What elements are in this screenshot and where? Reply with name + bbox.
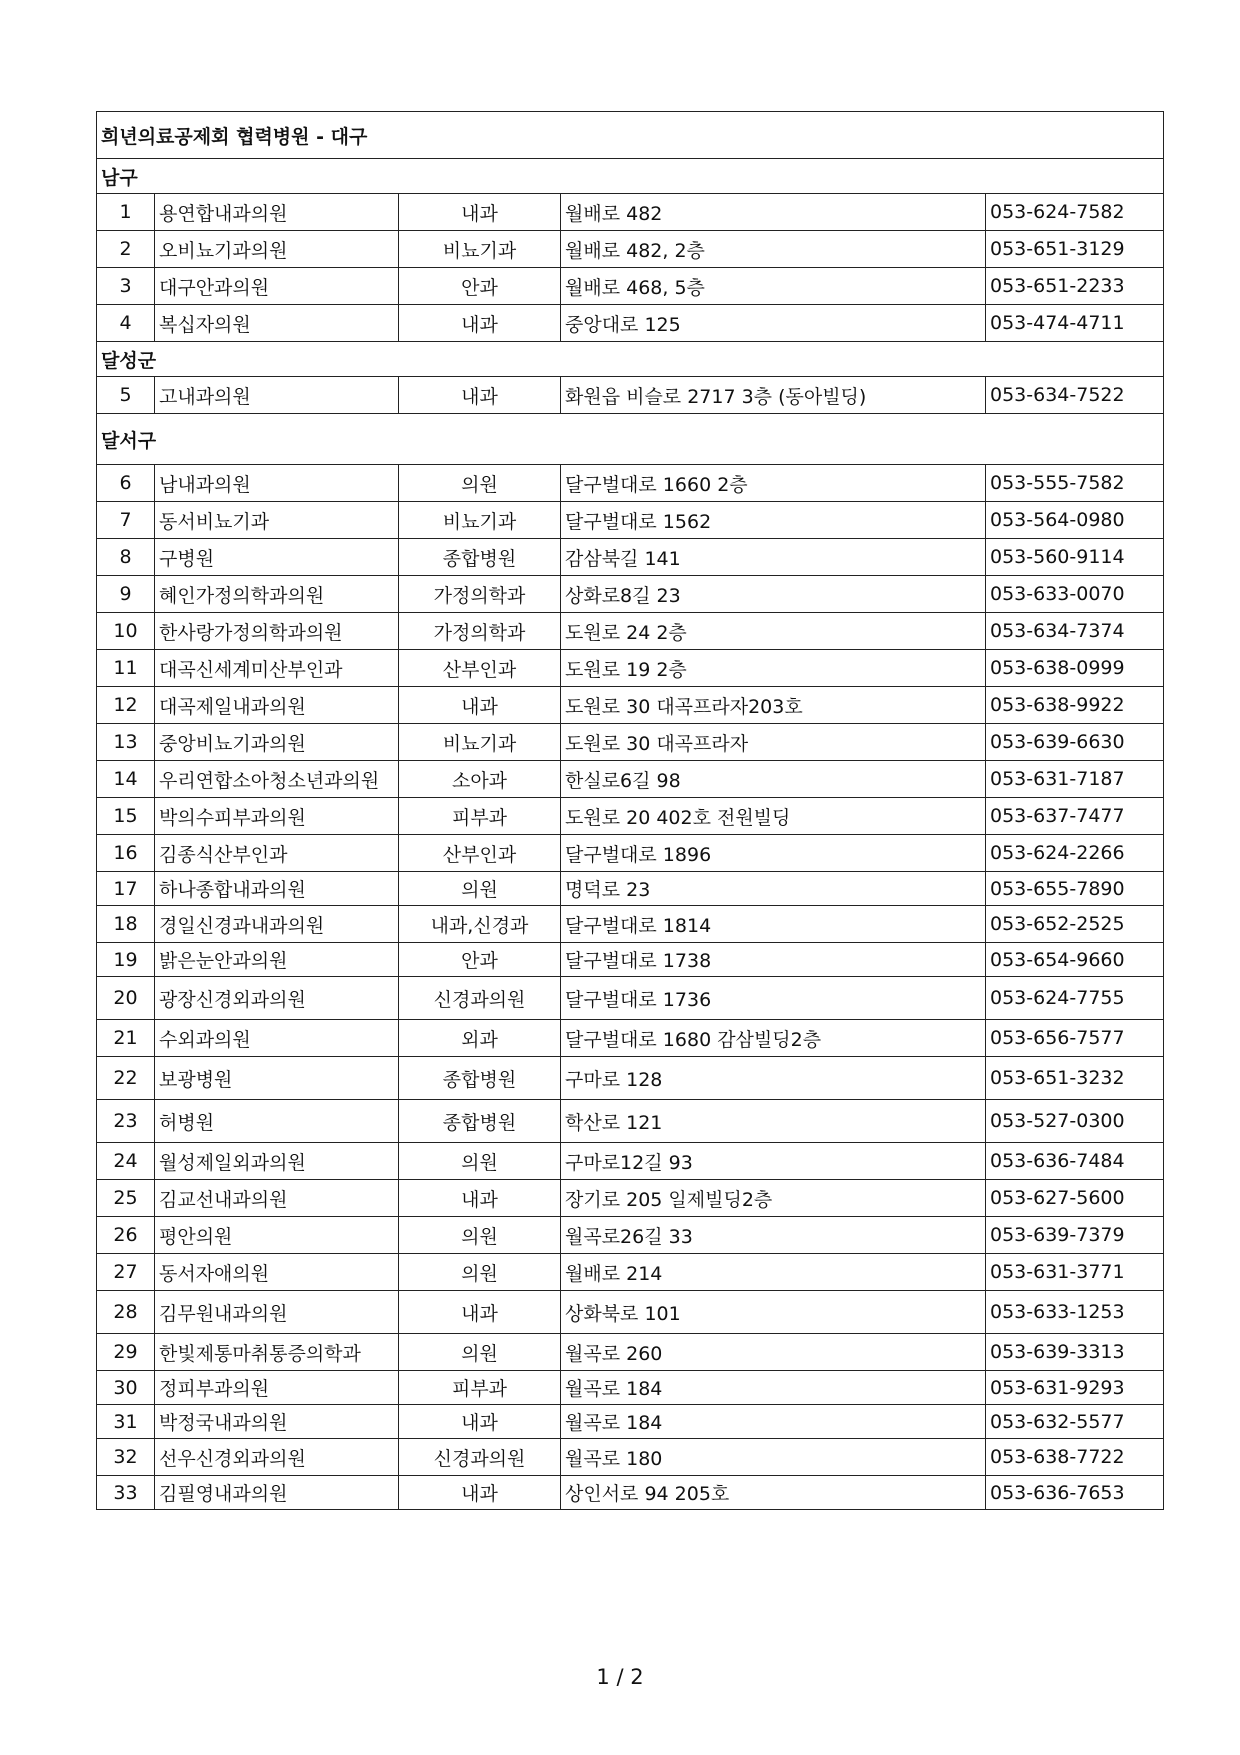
hospital-name: 정피부과의원 [155, 1371, 399, 1405]
specialty: 내과 [399, 305, 561, 342]
table-row [97, 1020, 1164, 1057]
phone-number: 053-655-7890 [986, 872, 1164, 906]
hospital-name: 김종식산부인과 [155, 835, 399, 872]
phone-number: 053-636-7484 [986, 1143, 1164, 1180]
hospital-name: 중앙비뇨기과의원 [155, 724, 399, 761]
table-row [97, 835, 1164, 872]
row-number: 6 [97, 465, 155, 502]
hospital-name: 경일신경과내과의원 [155, 906, 399, 943]
phone-number: 053-651-3232 [986, 1057, 1164, 1100]
table-row [97, 1476, 1164, 1510]
address: 월곡로 180 [561, 1439, 986, 1476]
table-row [97, 798, 1164, 835]
table-row [97, 231, 1164, 268]
table-row [97, 377, 1164, 414]
page-number: 1 / 2 [596, 1665, 644, 1689]
title-row [97, 112, 1164, 159]
table-row [97, 465, 1164, 502]
specialty: 산부인과 [399, 650, 561, 687]
hospital-name: 박정국내과의원 [155, 1405, 399, 1439]
hospital-name: 오비뇨기과의원 [155, 231, 399, 268]
phone-number: 053-631-9293 [986, 1371, 1164, 1405]
address: 도원로 20 402호 전원빌딩 [561, 798, 986, 835]
specialty: 종합병원 [399, 1100, 561, 1143]
hospital-name: 동서비뇨기과 [155, 502, 399, 539]
address: 도원로 24 2층 [561, 613, 986, 650]
specialty: 산부인과 [399, 835, 561, 872]
row-number: 13 [97, 724, 155, 761]
address: 달구벌대로 1562 [561, 502, 986, 539]
row-number: 30 [97, 1371, 155, 1405]
row-number: 23 [97, 1100, 155, 1143]
hospital-name: 한사랑가정의학과의원 [155, 613, 399, 650]
hospital-name: 대구안과의원 [155, 268, 399, 305]
row-number: 28 [97, 1291, 155, 1334]
phone-number: 053-633-0070 [986, 576, 1164, 613]
table-row [97, 268, 1164, 305]
row-number: 11 [97, 650, 155, 687]
row-number: 10 [97, 613, 155, 650]
table-row [97, 1371, 1164, 1405]
row-number: 17 [97, 872, 155, 906]
phone-number: 053-638-9922 [986, 687, 1164, 724]
table-row [97, 906, 1164, 943]
address: 달구벌대로 1738 [561, 943, 986, 977]
table-row [97, 1254, 1164, 1291]
section-row [97, 414, 1164, 465]
phone-number: 053-631-7187 [986, 761, 1164, 798]
specialty: 의원 [399, 1254, 561, 1291]
phone-number: 053-652-2525 [986, 906, 1164, 943]
hospital-name: 김교선내과의원 [155, 1180, 399, 1217]
hospital-name: 대곡제일내과의원 [155, 687, 399, 724]
row-number: 33 [97, 1476, 155, 1510]
address: 화원읍 비슬로 2717 3층 (동아빌딩) [561, 377, 986, 414]
specialty: 내과 [399, 1405, 561, 1439]
address: 구마로12길 93 [561, 1143, 986, 1180]
hospital-name: 한빛제통마취통증의학과 [155, 1334, 399, 1371]
specialty: 의원 [399, 1143, 561, 1180]
hospital-name: 수외과의원 [155, 1020, 399, 1057]
specialty: 가정의학과 [399, 576, 561, 613]
address: 월곡로26길 33 [561, 1217, 986, 1254]
table-row [97, 943, 1164, 977]
table-row [97, 1405, 1164, 1439]
address: 달구벌대로 1736 [561, 977, 986, 1020]
specialty: 의원 [399, 872, 561, 906]
hospital-name: 구병원 [155, 539, 399, 576]
row-number: 2 [97, 231, 155, 268]
hospital-name: 밝은눈안과의원 [155, 943, 399, 977]
phone-number: 053-636-7653 [986, 1476, 1164, 1510]
address: 감삼북길 141 [561, 539, 986, 576]
hospital-name: 동서자애의원 [155, 1254, 399, 1291]
specialty: 내과 [399, 1476, 561, 1510]
table-row [97, 1057, 1164, 1100]
phone-number: 053-638-0999 [986, 650, 1164, 687]
table-row [97, 1217, 1164, 1254]
phone-number: 053-631-3771 [986, 1254, 1164, 1291]
hospital-name: 평안의원 [155, 1217, 399, 1254]
section-row [97, 159, 1164, 194]
row-number: 9 [97, 576, 155, 613]
address: 한실로6길 98 [561, 761, 986, 798]
specialty: 비뇨기과 [399, 502, 561, 539]
phone-number: 053-627-5600 [986, 1180, 1164, 1217]
address: 도원로 19 2층 [561, 650, 986, 687]
specialty: 소아과 [399, 761, 561, 798]
address: 달구벌대로 1896 [561, 835, 986, 872]
section-row [97, 342, 1164, 377]
document-title: 희년의료공제회 협력병원 - 대구 [97, 112, 1164, 159]
hospital-name: 혜인가정의학과의원 [155, 576, 399, 613]
address: 학산로 121 [561, 1100, 986, 1143]
address: 월곡로 184 [561, 1371, 986, 1405]
address: 장기로 205 일제빌딩2층 [561, 1180, 986, 1217]
address: 월배로 214 [561, 1254, 986, 1291]
hospital-name: 우리연합소아청소년과의원 [155, 761, 399, 798]
hospital-name: 광장신경외과의원 [155, 977, 399, 1020]
row-number: 24 [97, 1143, 155, 1180]
phone-number: 053-637-7477 [986, 798, 1164, 835]
address: 월곡로 260 [561, 1334, 986, 1371]
row-number: 31 [97, 1405, 155, 1439]
hospital-name: 김필영내과의원 [155, 1476, 399, 1510]
row-number: 20 [97, 977, 155, 1020]
specialty: 비뇨기과 [399, 724, 561, 761]
phone-number: 053-639-7379 [986, 1217, 1164, 1254]
phone-number: 053-638-7722 [986, 1439, 1164, 1476]
phone-number: 053-632-5577 [986, 1405, 1164, 1439]
row-number: 27 [97, 1254, 155, 1291]
hospital-name: 대곡신세계미산부인과 [155, 650, 399, 687]
specialty: 종합병원 [399, 1057, 561, 1100]
phone-number: 053-654-9660 [986, 943, 1164, 977]
row-number: 21 [97, 1020, 155, 1057]
row-number: 12 [97, 687, 155, 724]
row-number: 14 [97, 761, 155, 798]
row-number: 4 [97, 305, 155, 342]
table-row [97, 724, 1164, 761]
address: 상화북로 101 [561, 1291, 986, 1334]
phone-number: 053-634-7522 [986, 377, 1164, 414]
table-row [97, 1180, 1164, 1217]
row-number: 1 [97, 194, 155, 231]
hospital-name: 고내과의원 [155, 377, 399, 414]
hospital-name: 보광병원 [155, 1057, 399, 1100]
row-number: 19 [97, 943, 155, 977]
phone-number: 053-564-0980 [986, 502, 1164, 539]
hospital-name: 월성제일외과의원 [155, 1143, 399, 1180]
phone-number: 053-634-7374 [986, 613, 1164, 650]
phone-number: 053-624-2266 [986, 835, 1164, 872]
address: 구마로 128 [561, 1057, 986, 1100]
table-row [97, 872, 1164, 906]
specialty: 비뇨기과 [399, 231, 561, 268]
table-row [97, 539, 1164, 576]
address: 상인서로 94 205호 [561, 1476, 986, 1510]
row-number: 22 [97, 1057, 155, 1100]
table-row [97, 194, 1164, 231]
table-row [97, 761, 1164, 798]
hospital-name: 복십자의원 [155, 305, 399, 342]
hospital-name: 선우신경외과의원 [155, 1439, 399, 1476]
phone-number: 053-639-3313 [986, 1334, 1164, 1371]
table-row [97, 977, 1164, 1020]
specialty: 피부과 [399, 1371, 561, 1405]
specialty: 내과 [399, 1180, 561, 1217]
table-row [97, 687, 1164, 724]
specialty: 피부과 [399, 798, 561, 835]
address: 중앙대로 125 [561, 305, 986, 342]
address: 달구벌대로 1814 [561, 906, 986, 943]
specialty: 의원 [399, 1334, 561, 1371]
hospital-table [96, 111, 1164, 1510]
row-number: 8 [97, 539, 155, 576]
specialty: 신경과의원 [399, 1439, 561, 1476]
specialty: 의원 [399, 465, 561, 502]
section-title: 달서구 [97, 414, 1164, 465]
row-number: 16 [97, 835, 155, 872]
address: 명덕로 23 [561, 872, 986, 906]
address: 달구벌대로 1660 2층 [561, 465, 986, 502]
row-number: 29 [97, 1334, 155, 1371]
specialty: 내과,신경과 [399, 906, 561, 943]
phone-number: 053-555-7582 [986, 465, 1164, 502]
phone-number: 053-656-7577 [986, 1020, 1164, 1057]
specialty: 내과 [399, 687, 561, 724]
phone-number: 053-651-3129 [986, 231, 1164, 268]
table-row [97, 650, 1164, 687]
specialty: 외과 [399, 1020, 561, 1057]
specialty: 내과 [399, 194, 561, 231]
phone-number: 053-633-1253 [986, 1291, 1164, 1334]
section-title: 남구 [97, 159, 1164, 194]
address: 월곡로 184 [561, 1405, 986, 1439]
phone-number: 053-624-7755 [986, 977, 1164, 1020]
table-row [97, 305, 1164, 342]
row-number: 25 [97, 1180, 155, 1217]
address: 월배로 468, 5층 [561, 268, 986, 305]
address: 도원로 30 대곡프라자203호 [561, 687, 986, 724]
address: 달구벌대로 1680 감삼빌딩2층 [561, 1020, 986, 1057]
address: 상화로8길 23 [561, 576, 986, 613]
hospital-name: 김무원내과의원 [155, 1291, 399, 1334]
address: 도원로 30 대곡프라자 [561, 724, 986, 761]
row-number: 5 [97, 377, 155, 414]
table-row [97, 1334, 1164, 1371]
specialty: 내과 [399, 377, 561, 414]
specialty: 안과 [399, 268, 561, 305]
specialty: 의원 [399, 1217, 561, 1254]
row-number: 7 [97, 502, 155, 539]
row-number: 3 [97, 268, 155, 305]
phone-number: 053-639-6630 [986, 724, 1164, 761]
table-row [97, 1291, 1164, 1334]
phone-number: 053-651-2233 [986, 268, 1164, 305]
hospital-name: 허병원 [155, 1100, 399, 1143]
hospital-name: 용연합내과의원 [155, 194, 399, 231]
table-row [97, 502, 1164, 539]
row-number: 32 [97, 1439, 155, 1476]
address: 월배로 482 [561, 194, 986, 231]
section-title: 달성군 [97, 342, 1164, 377]
specialty: 내과 [399, 1291, 561, 1334]
phone-number: 053-527-0300 [986, 1100, 1164, 1143]
phone-number: 053-560-9114 [986, 539, 1164, 576]
row-number: 26 [97, 1217, 155, 1254]
phone-number: 053-474-4711 [986, 305, 1164, 342]
hospital-name: 하나종합내과의원 [155, 872, 399, 906]
table-row [97, 1143, 1164, 1180]
table-row [97, 613, 1164, 650]
specialty: 안과 [399, 943, 561, 977]
row-number: 18 [97, 906, 155, 943]
specialty: 신경과의원 [399, 977, 561, 1020]
row-number: 15 [97, 798, 155, 835]
specialty: 가정의학과 [399, 613, 561, 650]
table-row [97, 1439, 1164, 1476]
phone-number: 053-624-7582 [986, 194, 1164, 231]
table-row [97, 1100, 1164, 1143]
hospital-name: 박의수피부과의원 [155, 798, 399, 835]
address: 월배로 482, 2층 [561, 231, 986, 268]
hospital-name: 남내과의원 [155, 465, 399, 502]
table-row [97, 576, 1164, 613]
specialty: 종합병원 [399, 539, 561, 576]
